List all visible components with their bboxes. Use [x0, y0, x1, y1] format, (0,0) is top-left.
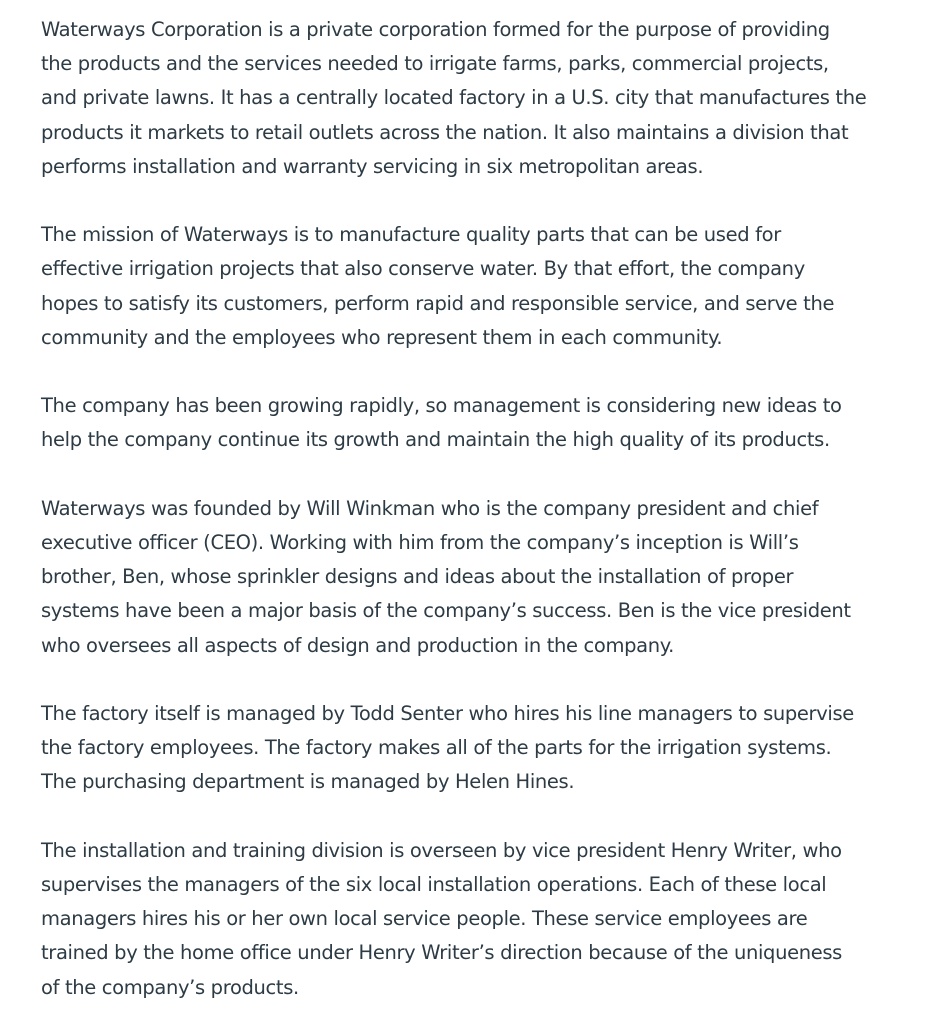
paragraph-factory [41, 697, 930, 800]
text-line: the products and the services needed to irrigate farms, parks, commercial projects, [41, 52, 829, 76]
text-line: hopes to satisfy its customers, perform rapid and responsible service, and serve the [41, 291, 835, 315]
text-line: help the company continue its growth and maintain the high quality of its products. [41, 428, 830, 452]
text-line: The mission of Waterways is to manufacture quality parts that can be used for [41, 223, 781, 247]
text-line: community and the employees who represent them in each community. [41, 325, 723, 349]
text-line: The factory itself is managed by Todd Senter who hires his line managers to supervise [41, 702, 854, 725]
text-line: effective irrigation projects that also conserve water. By that effort, the company [41, 257, 805, 281]
text-line: managers hires his or her own local service people. These service employees are [41, 907, 808, 931]
text-line: who oversees all aspects of design and production in the company. [41, 633, 675, 657]
paragraph-growth [41, 389, 930, 457]
text-line: of the company’s products. [41, 975, 299, 999]
text-line: and private lawns. It has a centrally located factory in a U.S. city that manufactures the [41, 86, 867, 110]
paragraph-company-overview [41, 13, 930, 184]
text-line: systems have been a major basis of the company’s success. Ben is the vice president [41, 599, 851, 623]
text-line: Waterways Corporation is a private corporation formed for the purpose of providing [41, 18, 830, 41]
text-line: brother, Ben, whose sprinkler designs and ideas about the installation of proper [41, 565, 794, 589]
text-line: The purchasing department is managed by Helen Hines. [41, 770, 575, 794]
text-line: Waterways was founded by Will Winkman who is the company president and chief [41, 496, 819, 520]
text-line: executive officer (CEO). Working with him from the company’s inception is Will’s [41, 531, 799, 554]
text-line: the factory employees. The factory makes all of the parts for the irrigation systems. [41, 736, 832, 760]
text-line: performs installation and warranty servicing in six metropolitan areas. [41, 154, 704, 178]
text-line: products it markets to retail outlets across the nation. It also maintains a division that [41, 120, 849, 144]
text-line: The installation and training division is overseen by vice president Henry Writer, who [41, 838, 842, 862]
text-line: supervises the managers of the six local installation operations. Each of these local [41, 873, 827, 896]
text-line: trained by the home office under Henry Writer’s direction because of the uniqueness [41, 941, 842, 965]
paragraph-mission [41, 218, 930, 355]
paragraph-founders [41, 492, 930, 663]
text-line: The company has been growing rapidly, so management is considering new ideas to [41, 394, 842, 418]
paragraph-installation-division [41, 834, 930, 1005]
